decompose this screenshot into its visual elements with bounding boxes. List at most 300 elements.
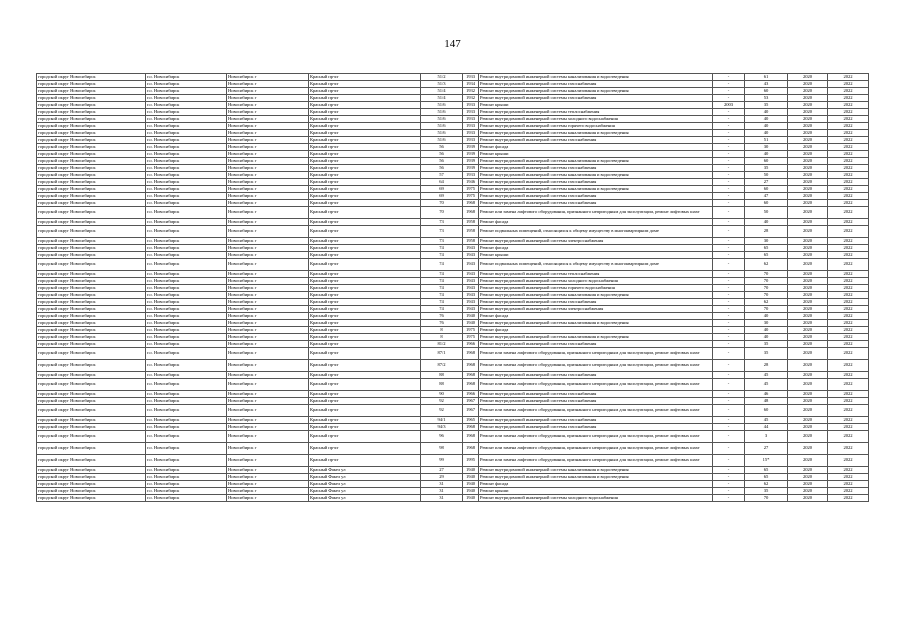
last-repair-year-cell: - — [713, 109, 745, 116]
wear-cell: 45 — [745, 417, 788, 424]
municipality-cell: городской округ Новосибирск — [37, 405, 146, 417]
plan-start-cell: 2020 — [788, 151, 828, 158]
city-cell: Новосибирск г — [227, 116, 309, 123]
house-cell: 64 — [421, 179, 463, 186]
street-cell: Красный пр-кт — [309, 81, 421, 88]
settlement-cell: г.о. Новосибирск — [146, 271, 227, 278]
house-cell: 74 — [421, 306, 463, 313]
plan-start-cell: 2020 — [788, 431, 828, 443]
last-repair-year-cell: - — [713, 186, 745, 193]
work-type-cell: Ремонт фасада — [479, 481, 713, 488]
municipality-cell: городской округ Новосибирск — [37, 455, 146, 467]
last-repair-year-cell: - — [713, 327, 745, 334]
table-row — [37, 207, 869, 219]
year-built-cell: 1939 — [463, 151, 479, 158]
wear-cell: 47 — [745, 193, 788, 200]
city-cell: Новосибирск г — [227, 193, 309, 200]
wear-cell: 62 — [745, 481, 788, 488]
settlement-cell: г.о. Новосибирск — [146, 116, 227, 123]
street-cell: Красный пр-кт — [309, 165, 421, 172]
settlement-cell: г.о. Новосибирск — [146, 405, 227, 417]
wear-cell: 45 — [745, 379, 788, 391]
last-repair-year-cell: - — [713, 431, 745, 443]
last-repair-year-cell: - — [713, 292, 745, 299]
plan-start-cell: 2020 — [788, 467, 828, 474]
wear-cell: 70 — [745, 306, 788, 313]
settlement-cell: г.о. Новосибирск — [146, 467, 227, 474]
city-cell: Новосибирск г — [227, 95, 309, 102]
street-cell: Красный пр-кт — [309, 226, 421, 238]
year-built-cell: 1968 — [463, 200, 479, 207]
table-row — [37, 299, 869, 306]
year-built-cell: 1975 — [463, 193, 479, 200]
table-row — [37, 327, 869, 334]
municipality-cell: городской округ Новосибирск — [37, 144, 146, 151]
wear-cell: 70 — [745, 285, 788, 292]
street-cell: Красный пр-кт — [309, 158, 421, 165]
settlement-cell: г.о. Новосибирск — [146, 252, 227, 259]
plan-end-cell: 2022 — [828, 193, 869, 200]
settlement-cell: г.о. Новосибирск — [146, 74, 227, 81]
work-type-cell: Ремонт внутридомовой инженерной системы газоснабжения — [479, 391, 713, 398]
settlement-cell: г.о. Новосибирск — [146, 193, 227, 200]
plan-start-cell: 2020 — [788, 278, 828, 285]
settlement-cell: г.о. Новосибирск — [146, 334, 227, 341]
plan-start-cell: 2020 — [788, 238, 828, 245]
street-cell: Красный пр-кт — [309, 372, 421, 379]
city-cell: Новосибирск г — [227, 431, 309, 443]
last-repair-year-cell: - — [713, 467, 745, 474]
house-cell: 29 — [421, 474, 463, 481]
house-cell: 56 — [421, 158, 463, 165]
table-row — [37, 179, 869, 186]
plan-end-cell: 2022 — [828, 245, 869, 252]
house-cell: 76 — [421, 313, 463, 320]
plan-end-cell: 2022 — [828, 259, 869, 271]
last-repair-year-cell: - — [713, 88, 745, 95]
wear-cell: 40 — [745, 130, 788, 137]
settlement-cell: г.о. Новосибирск — [146, 245, 227, 252]
city-cell: Новосибирск г — [227, 144, 309, 151]
settlement-cell: г.о. Новосибирск — [146, 95, 227, 102]
plan-end-cell: 2022 — [828, 165, 869, 172]
plan-start-cell: 2020 — [788, 474, 828, 481]
municipality-cell: городской округ Новосибирск — [37, 292, 146, 299]
municipality-cell: городской округ Новосибирск — [37, 88, 146, 95]
plan-start-cell: 2020 — [788, 481, 828, 488]
last-repair-year-cell: - — [713, 271, 745, 278]
municipality-cell: городской округ Новосибирск — [37, 379, 146, 391]
year-built-cell: 1966 — [463, 391, 479, 398]
work-type-cell: Ремонт или замена лифтового оборудования, признанного непригодным для эксплуатации, ремонт лифтовых шахт — [479, 405, 713, 417]
street-cell: Красный пр-кт — [309, 259, 421, 271]
plan-start-cell: 2020 — [788, 360, 828, 372]
last-repair-year-cell: - — [713, 372, 745, 379]
wear-cell: 70 — [745, 271, 788, 278]
house-cell: 94/3 — [421, 424, 463, 431]
street-cell: Красный пр-кт — [309, 219, 421, 226]
plan-end-cell: 2022 — [828, 144, 869, 151]
city-cell: Новосибирск г — [227, 245, 309, 252]
city-cell: Новосибирск г — [227, 252, 309, 259]
municipality-cell: городской округ Новосибирск — [37, 245, 146, 252]
wear-cell: 60 — [745, 158, 788, 165]
settlement-cell: г.о. Новосибирск — [146, 81, 227, 88]
table-row — [37, 193, 869, 200]
settlement-cell: г.о. Новосибирск — [146, 109, 227, 116]
last-repair-year-cell: - — [713, 193, 745, 200]
city-cell: Новосибирск г — [227, 165, 309, 172]
last-repair-year-cell: - — [713, 219, 745, 226]
last-repair-year-cell: - — [713, 398, 745, 405]
municipality-cell: городской округ Новосибирск — [37, 285, 146, 292]
wear-cell: 65 — [745, 467, 788, 474]
house-cell: 56 — [421, 151, 463, 158]
table-row — [37, 226, 869, 238]
wear-cell: 61 — [745, 74, 788, 81]
settlement-cell: г.о. Новосибирск — [146, 179, 227, 186]
city-cell: Новосибирск г — [227, 341, 309, 348]
house-cell: 87/2 — [421, 360, 463, 372]
city-cell: Новосибирск г — [227, 207, 309, 219]
last-repair-year-cell: - — [713, 488, 745, 495]
year-built-cell: 1943 — [463, 278, 479, 285]
street-cell: Красный пр-кт — [309, 207, 421, 219]
settlement-cell: г.о. Новосибирск — [146, 488, 227, 495]
year-built-cell: 1968 — [463, 379, 479, 391]
plan-start-cell: 2020 — [788, 88, 828, 95]
plan-end-cell: 2022 — [828, 137, 869, 144]
municipality-cell: городской округ Новосибирск — [37, 320, 146, 327]
city-cell: Новосибирск г — [227, 179, 309, 186]
house-cell: 31 — [421, 481, 463, 488]
street-cell: Красный пр-кт — [309, 398, 421, 405]
table-row — [37, 278, 869, 285]
street-cell: Красный пр-кт — [309, 320, 421, 327]
work-type-cell: Ремонт крыши — [479, 488, 713, 495]
plan-start-cell: 2020 — [788, 424, 828, 431]
plan-start-cell: 2020 — [788, 81, 828, 88]
table-row — [37, 391, 869, 398]
wear-cell: 35 — [745, 348, 788, 360]
city-cell: Новосибирск г — [227, 417, 309, 424]
street-cell: Красный пр-кт — [309, 137, 421, 144]
wear-cell: 45 — [745, 372, 788, 379]
house-cell: 57 — [421, 172, 463, 179]
last-repair-year-cell: - — [713, 474, 745, 481]
settlement-cell: г.о. Новосибирск — [146, 424, 227, 431]
street-cell: Красный пр-кт — [309, 292, 421, 299]
house-cell: 90 — [421, 391, 463, 398]
table-row — [37, 130, 869, 137]
work-type-cell: Ремонт крыши — [479, 252, 713, 259]
table-row — [37, 379, 869, 391]
work-type-cell: Ремонт внутридомовой инженерной системы газоснабжения — [479, 81, 713, 88]
house-cell: 94/1 — [421, 417, 463, 424]
city-cell: Новосибирск г — [227, 334, 309, 341]
work-type-cell: Ремонт внутридомовой инженерной системы электроснабжения — [479, 238, 713, 245]
plan-end-cell: 2022 — [828, 238, 869, 245]
municipality-cell: городской округ Новосибирск — [37, 424, 146, 431]
municipality-cell: городской округ Новосибирск — [37, 151, 146, 158]
table-row — [37, 467, 869, 474]
plan-end-cell: 2022 — [828, 379, 869, 391]
plan-end-cell: 2022 — [828, 278, 869, 285]
wear-cell: 40 — [745, 327, 788, 334]
city-cell: Новосибирск г — [227, 495, 309, 502]
table-row — [37, 424, 869, 431]
settlement-cell: г.о. Новосибирск — [146, 327, 227, 334]
plan-start-cell: 2020 — [788, 455, 828, 467]
last-repair-year-cell: - — [713, 455, 745, 467]
municipality-cell: городской округ Новосибирск — [37, 95, 146, 102]
wear-cell: 50 — [745, 207, 788, 219]
city-cell: Новосибирск г — [227, 391, 309, 398]
wear-cell: 27 — [745, 443, 788, 455]
plan-end-cell: 2022 — [828, 467, 869, 474]
wear-cell: 53 — [745, 95, 788, 102]
house-cell: 76 — [421, 320, 463, 327]
table-row — [37, 123, 869, 130]
last-repair-year-cell: - — [713, 172, 745, 179]
settlement-cell: г.о. Новосибирск — [146, 313, 227, 320]
house-cell: 51/6 — [421, 137, 463, 144]
year-built-cell: 1933 — [463, 123, 479, 130]
last-repair-year-cell: - — [713, 179, 745, 186]
work-type-cell: Ремонт крыши — [479, 151, 713, 158]
year-built-cell: 1968 — [463, 431, 479, 443]
house-cell: 51/4 — [421, 95, 463, 102]
work-type-cell: Ремонт внутридомовой инженерной системы газоснабжения — [479, 424, 713, 431]
year-built-cell: 1968 — [463, 360, 479, 372]
work-type-cell: Ремонт внутридомовой инженерной системы газоснабжения — [479, 137, 713, 144]
municipality-cell: городской округ Новосибирск — [37, 226, 146, 238]
table-row — [37, 158, 869, 165]
settlement-cell: г.о. Новосибирск — [146, 238, 227, 245]
year-built-cell: 1958 — [463, 238, 479, 245]
plan-start-cell: 2020 — [788, 226, 828, 238]
settlement-cell: г.о. Новосибирск — [146, 360, 227, 372]
street-cell: Красный пр-кт — [309, 172, 421, 179]
house-cell: 51/4 — [421, 88, 463, 95]
last-repair-year-cell: - — [713, 123, 745, 130]
work-type-cell: Ремонт фасада — [479, 327, 713, 334]
wear-cell: 30 — [745, 238, 788, 245]
house-cell: 51/6 — [421, 102, 463, 109]
municipality-cell: городской округ Новосибирск — [37, 313, 146, 320]
table-row — [37, 116, 869, 123]
wear-cell: 70 — [745, 292, 788, 299]
municipality-cell: городской округ Новосибирск — [37, 238, 146, 245]
wear-cell: 65 — [745, 474, 788, 481]
year-built-cell: 1966 — [463, 341, 479, 348]
plan-end-cell: 2022 — [828, 285, 869, 292]
plan-end-cell: 2022 — [828, 398, 869, 405]
year-built-cell: 1958 — [463, 226, 479, 238]
city-cell: Новосибирск г — [227, 379, 309, 391]
plan-end-cell: 2022 — [828, 306, 869, 313]
municipality-cell: городской округ Новосибирск — [37, 488, 146, 495]
plan-end-cell: 2022 — [828, 299, 869, 306]
table-row — [37, 144, 869, 151]
plan-start-cell: 2020 — [788, 320, 828, 327]
house-cell: 88 — [421, 379, 463, 391]
year-built-cell: 1940 — [463, 467, 479, 474]
city-cell: Новосибирск г — [227, 360, 309, 372]
table-row — [37, 151, 869, 158]
table-row — [37, 165, 869, 172]
year-built-cell: 1940 — [463, 481, 479, 488]
municipality-cell: городской округ Новосибирск — [37, 74, 146, 81]
table-row — [37, 360, 869, 372]
city-cell: Новосибирск г — [227, 74, 309, 81]
municipality-cell: городской округ Новосибирск — [37, 130, 146, 137]
city-cell: Новосибирск г — [227, 172, 309, 179]
wear-cell: 65 — [745, 252, 788, 259]
table-row — [37, 238, 869, 245]
city-cell: Новосибирск г — [227, 467, 309, 474]
plan-end-cell: 2022 — [828, 172, 869, 179]
last-repair-year-cell: - — [713, 158, 745, 165]
street-cell: Красный пр-кт — [309, 95, 421, 102]
year-built-cell: 1943 — [463, 292, 479, 299]
plan-end-cell: 2022 — [828, 455, 869, 467]
last-repair-year-cell: - — [713, 130, 745, 137]
settlement-cell: г.о. Новосибирск — [146, 391, 227, 398]
work-type-cell: Ремонт внутридомовой инженерной системы канализования и водоотведения — [479, 292, 713, 299]
plan-start-cell: 2020 — [788, 405, 828, 417]
plan-start-cell: 2020 — [788, 313, 828, 320]
year-built-cell: 1943 — [463, 259, 479, 271]
settlement-cell: г.о. Новосибирск — [146, 348, 227, 360]
year-built-cell: 1968 — [463, 372, 479, 379]
street-cell: Красный пр-кт — [309, 391, 421, 398]
plan-start-cell: 2020 — [788, 137, 828, 144]
street-cell: Красный пр-кт — [309, 285, 421, 292]
wear-cell: 60 — [745, 186, 788, 193]
year-built-cell: 1995 — [463, 455, 479, 467]
wear-cell: 70 — [745, 278, 788, 285]
plan-end-cell: 2022 — [828, 327, 869, 334]
settlement-cell: г.о. Новосибирск — [146, 226, 227, 238]
municipality-cell: городской округ Новосибирск — [37, 348, 146, 360]
plan-start-cell: 2020 — [788, 341, 828, 348]
municipality-cell: городской округ Новосибирск — [37, 116, 146, 123]
plan-start-cell: 2020 — [788, 488, 828, 495]
settlement-cell: г.о. Новосибирск — [146, 455, 227, 467]
table-row — [37, 398, 869, 405]
street-cell: Красный пр-кт — [309, 327, 421, 334]
wear-cell: 40 — [745, 219, 788, 226]
wear-cell: 28 — [745, 360, 788, 372]
plan-end-cell: 2022 — [828, 424, 869, 431]
table-row — [37, 431, 869, 443]
last-repair-year-cell: - — [713, 285, 745, 292]
plan-end-cell: 2022 — [828, 116, 869, 123]
street-cell: Красный пр-кт — [309, 151, 421, 158]
plan-start-cell: 2020 — [788, 95, 828, 102]
city-cell: Новосибирск г — [227, 186, 309, 193]
street-cell: Красный пр-кт — [309, 443, 421, 455]
table-body — [37, 74, 869, 502]
municipality-cell: городской округ Новосибирск — [37, 481, 146, 488]
plan-start-cell: 2020 — [788, 443, 828, 455]
work-type-cell: Ремонт фасада — [479, 219, 713, 226]
wear-cell: 40 — [745, 313, 788, 320]
city-cell: Новосибирск г — [227, 151, 309, 158]
municipality-cell: городской округ Новосибирск — [37, 306, 146, 313]
municipality-cell: городской округ Новосибирск — [37, 372, 146, 379]
year-built-cell: 1943 — [463, 271, 479, 278]
plan-start-cell: 2020 — [788, 379, 828, 391]
plan-end-cell: 2022 — [828, 341, 869, 348]
year-built-cell: 1968 — [463, 424, 479, 431]
city-cell: Новосибирск г — [227, 109, 309, 116]
table-row — [37, 455, 869, 467]
last-repair-year-cell: - — [713, 379, 745, 391]
wear-cell: 30 — [745, 144, 788, 151]
last-repair-year-cell: - — [713, 417, 745, 424]
year-built-cell: 1939 — [463, 165, 479, 172]
year-built-cell: 1940 — [463, 488, 479, 495]
house-cell: 51/6 — [421, 109, 463, 116]
plan-start-cell: 2020 — [788, 292, 828, 299]
plan-start-cell: 2020 — [788, 417, 828, 424]
street-cell: Красный пр-кт — [309, 130, 421, 137]
plan-end-cell: 2022 — [828, 292, 869, 299]
street-cell: Красный Факел ул — [309, 474, 421, 481]
settlement-cell: г.о. Новосибирск — [146, 474, 227, 481]
city-cell: Новосибирск г — [227, 219, 309, 226]
street-cell: Красный пр-кт — [309, 424, 421, 431]
settlement-cell: г.о. Новосибирск — [146, 88, 227, 95]
plan-end-cell: 2022 — [828, 179, 869, 186]
wear-cell: 35 — [745, 488, 788, 495]
city-cell: Новосибирск г — [227, 158, 309, 165]
house-cell: 69 — [421, 193, 463, 200]
last-repair-year-cell: - — [713, 306, 745, 313]
municipality-cell: городской округ Новосибирск — [37, 137, 146, 144]
table-row — [37, 405, 869, 417]
year-built-cell: 1933 — [463, 74, 479, 81]
last-repair-year-cell: - — [713, 313, 745, 320]
last-repair-year-cell: - — [713, 200, 745, 207]
municipality-cell: городской округ Новосибирск — [37, 299, 146, 306]
city-cell: Новосибирск г — [227, 405, 309, 417]
settlement-cell: г.о. Новосибирск — [146, 341, 227, 348]
year-built-cell: 1968 — [463, 348, 479, 360]
house-cell: 51/2 — [421, 74, 463, 81]
municipality-cell: городской округ Новосибирск — [37, 123, 146, 130]
city-cell: Новосибирск г — [227, 130, 309, 137]
street-cell: Красный пр-кт — [309, 193, 421, 200]
wear-cell: 60 — [745, 88, 788, 95]
house-cell: 74 — [421, 271, 463, 278]
year-built-cell: 1933 — [463, 109, 479, 116]
work-type-cell: Ремонт подвальных помещений, относящихся к общему имуществу в многоквартирном доме — [479, 226, 713, 238]
work-type-cell: Ремонт или замена лифтового оборудования, признанного непригодным для эксплуатации, ремонт лифтовых шахт — [479, 348, 713, 360]
settlement-cell: г.о. Новосибирск — [146, 151, 227, 158]
year-built-cell: 1943 — [463, 285, 479, 292]
plan-end-cell: 2022 — [828, 102, 869, 109]
city-cell: Новосибирск г — [227, 372, 309, 379]
repair-schedule-table — [36, 73, 869, 502]
street-cell: Красный пр-кт — [309, 278, 421, 285]
house-cell: 88 — [421, 372, 463, 379]
wear-cell: 27 — [745, 179, 788, 186]
settlement-cell: г.о. Новосибирск — [146, 299, 227, 306]
work-type-cell: Ремонт внутридомовой инженерной системы газоснабжения — [479, 95, 713, 102]
